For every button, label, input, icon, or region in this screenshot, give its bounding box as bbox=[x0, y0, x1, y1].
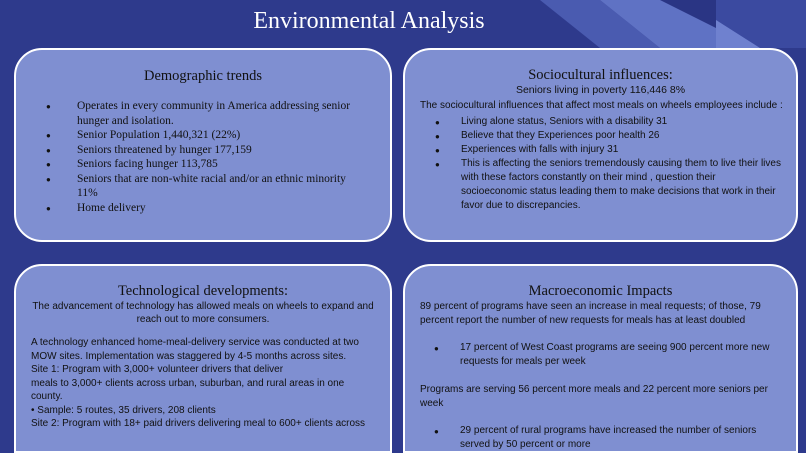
macroeconomic-list bbox=[420, 424, 782, 452]
list-item: ● Operates in every community in America addressing senior hunger and isolation. bbox=[34, 99, 360, 128]
technological-heading: Technological developments: bbox=[117, 283, 289, 299]
list-item: ● Home delivery bbox=[34, 201, 360, 216]
sociocultural-subtitle: Seniors living in poverty 116,446 8% bbox=[515, 84, 686, 96]
sociocultural-intro: The sociocultural influences that affect most meals on wheels employees include : bbox=[420, 100, 783, 111]
technological-subtitle: The advancement of technology has allowed meals on wheels to expand and reach out to more consumers. bbox=[32, 301, 374, 325]
list-item: ● Experiences with falls with injury 31 bbox=[421, 143, 782, 157]
list-item: ● 17 percent of West Coast programs are seeing 900 percent more new requests for meals per week bbox=[420, 341, 782, 369]
macroeconomic-card bbox=[403, 264, 798, 453]
technological-body bbox=[31, 336, 378, 431]
macroeconomic-list bbox=[420, 341, 782, 369]
technological-line: Site 1: Program with 3,000+ volunteer drivers that deliver bbox=[31, 364, 284, 375]
macroeconomic-paragraph: Programs are serving 56 percent more meals and 22 percent more seniors per week bbox=[420, 384, 768, 409]
list-item: ● Believe that they Experiences poor health 26 bbox=[421, 129, 782, 143]
macroeconomic-body bbox=[420, 300, 782, 452]
macroeconomic-heading: Macroeconomic Impacts bbox=[528, 283, 673, 299]
page-title: Environmental Analysis bbox=[253, 8, 485, 34]
technological-line: meals to 3,000+ clients across urban, suburban, and rural areas in one county. bbox=[31, 377, 345, 402]
sociocultural-list bbox=[421, 115, 782, 213]
list-item: ● Seniors that are non-white racial and/or an ethnic minority 11% bbox=[34, 172, 360, 201]
technological-line: Site 2: Program with 18+ paid drivers delivering meal to 600+ clients across bbox=[31, 418, 366, 429]
list-item: ● Living alone status, Seniors with a disability 31 bbox=[421, 115, 782, 129]
demographic-trends-card bbox=[14, 48, 392, 242]
demographic-heading: Demographic trends bbox=[144, 68, 262, 84]
technological-paragraph: A technology enhanced home-meal-delivery service was conducted at two MOW sites. Implementation was staggered by 4-5 months across sites. bbox=[31, 337, 359, 362]
list-item: ● This is affecting the seniors tremendously causing them to live their lives with these factors constantly on their mind , question their socioeconomic status leading them to make decisions that work in their favor due to discrepancies. bbox=[421, 157, 782, 213]
list-item: ● Seniors threatened by hunger 177,159 bbox=[34, 143, 360, 158]
macroeconomic-paragraph: 89 percent of programs have seen an increase in meal requests; of those, 79 percent report the number of new requests for meals has at least doubled bbox=[420, 301, 761, 326]
sociocultural-heading: Sociocultural influences: bbox=[528, 67, 673, 83]
technological-card bbox=[14, 264, 392, 453]
list-item: ● Seniors facing hunger 113,785 bbox=[34, 157, 360, 172]
list-item: ● 29 percent of rural programs have increased the number of seniors served by 50 percent or more bbox=[420, 424, 782, 452]
technological-line: • Sample: 5 routes, 35 drivers, 208 clients bbox=[31, 404, 216, 416]
sociocultural-card bbox=[403, 48, 798, 242]
list-item: ● Senior Population 1,440,321 (22%) bbox=[34, 128, 360, 143]
demographic-list bbox=[34, 99, 360, 215]
